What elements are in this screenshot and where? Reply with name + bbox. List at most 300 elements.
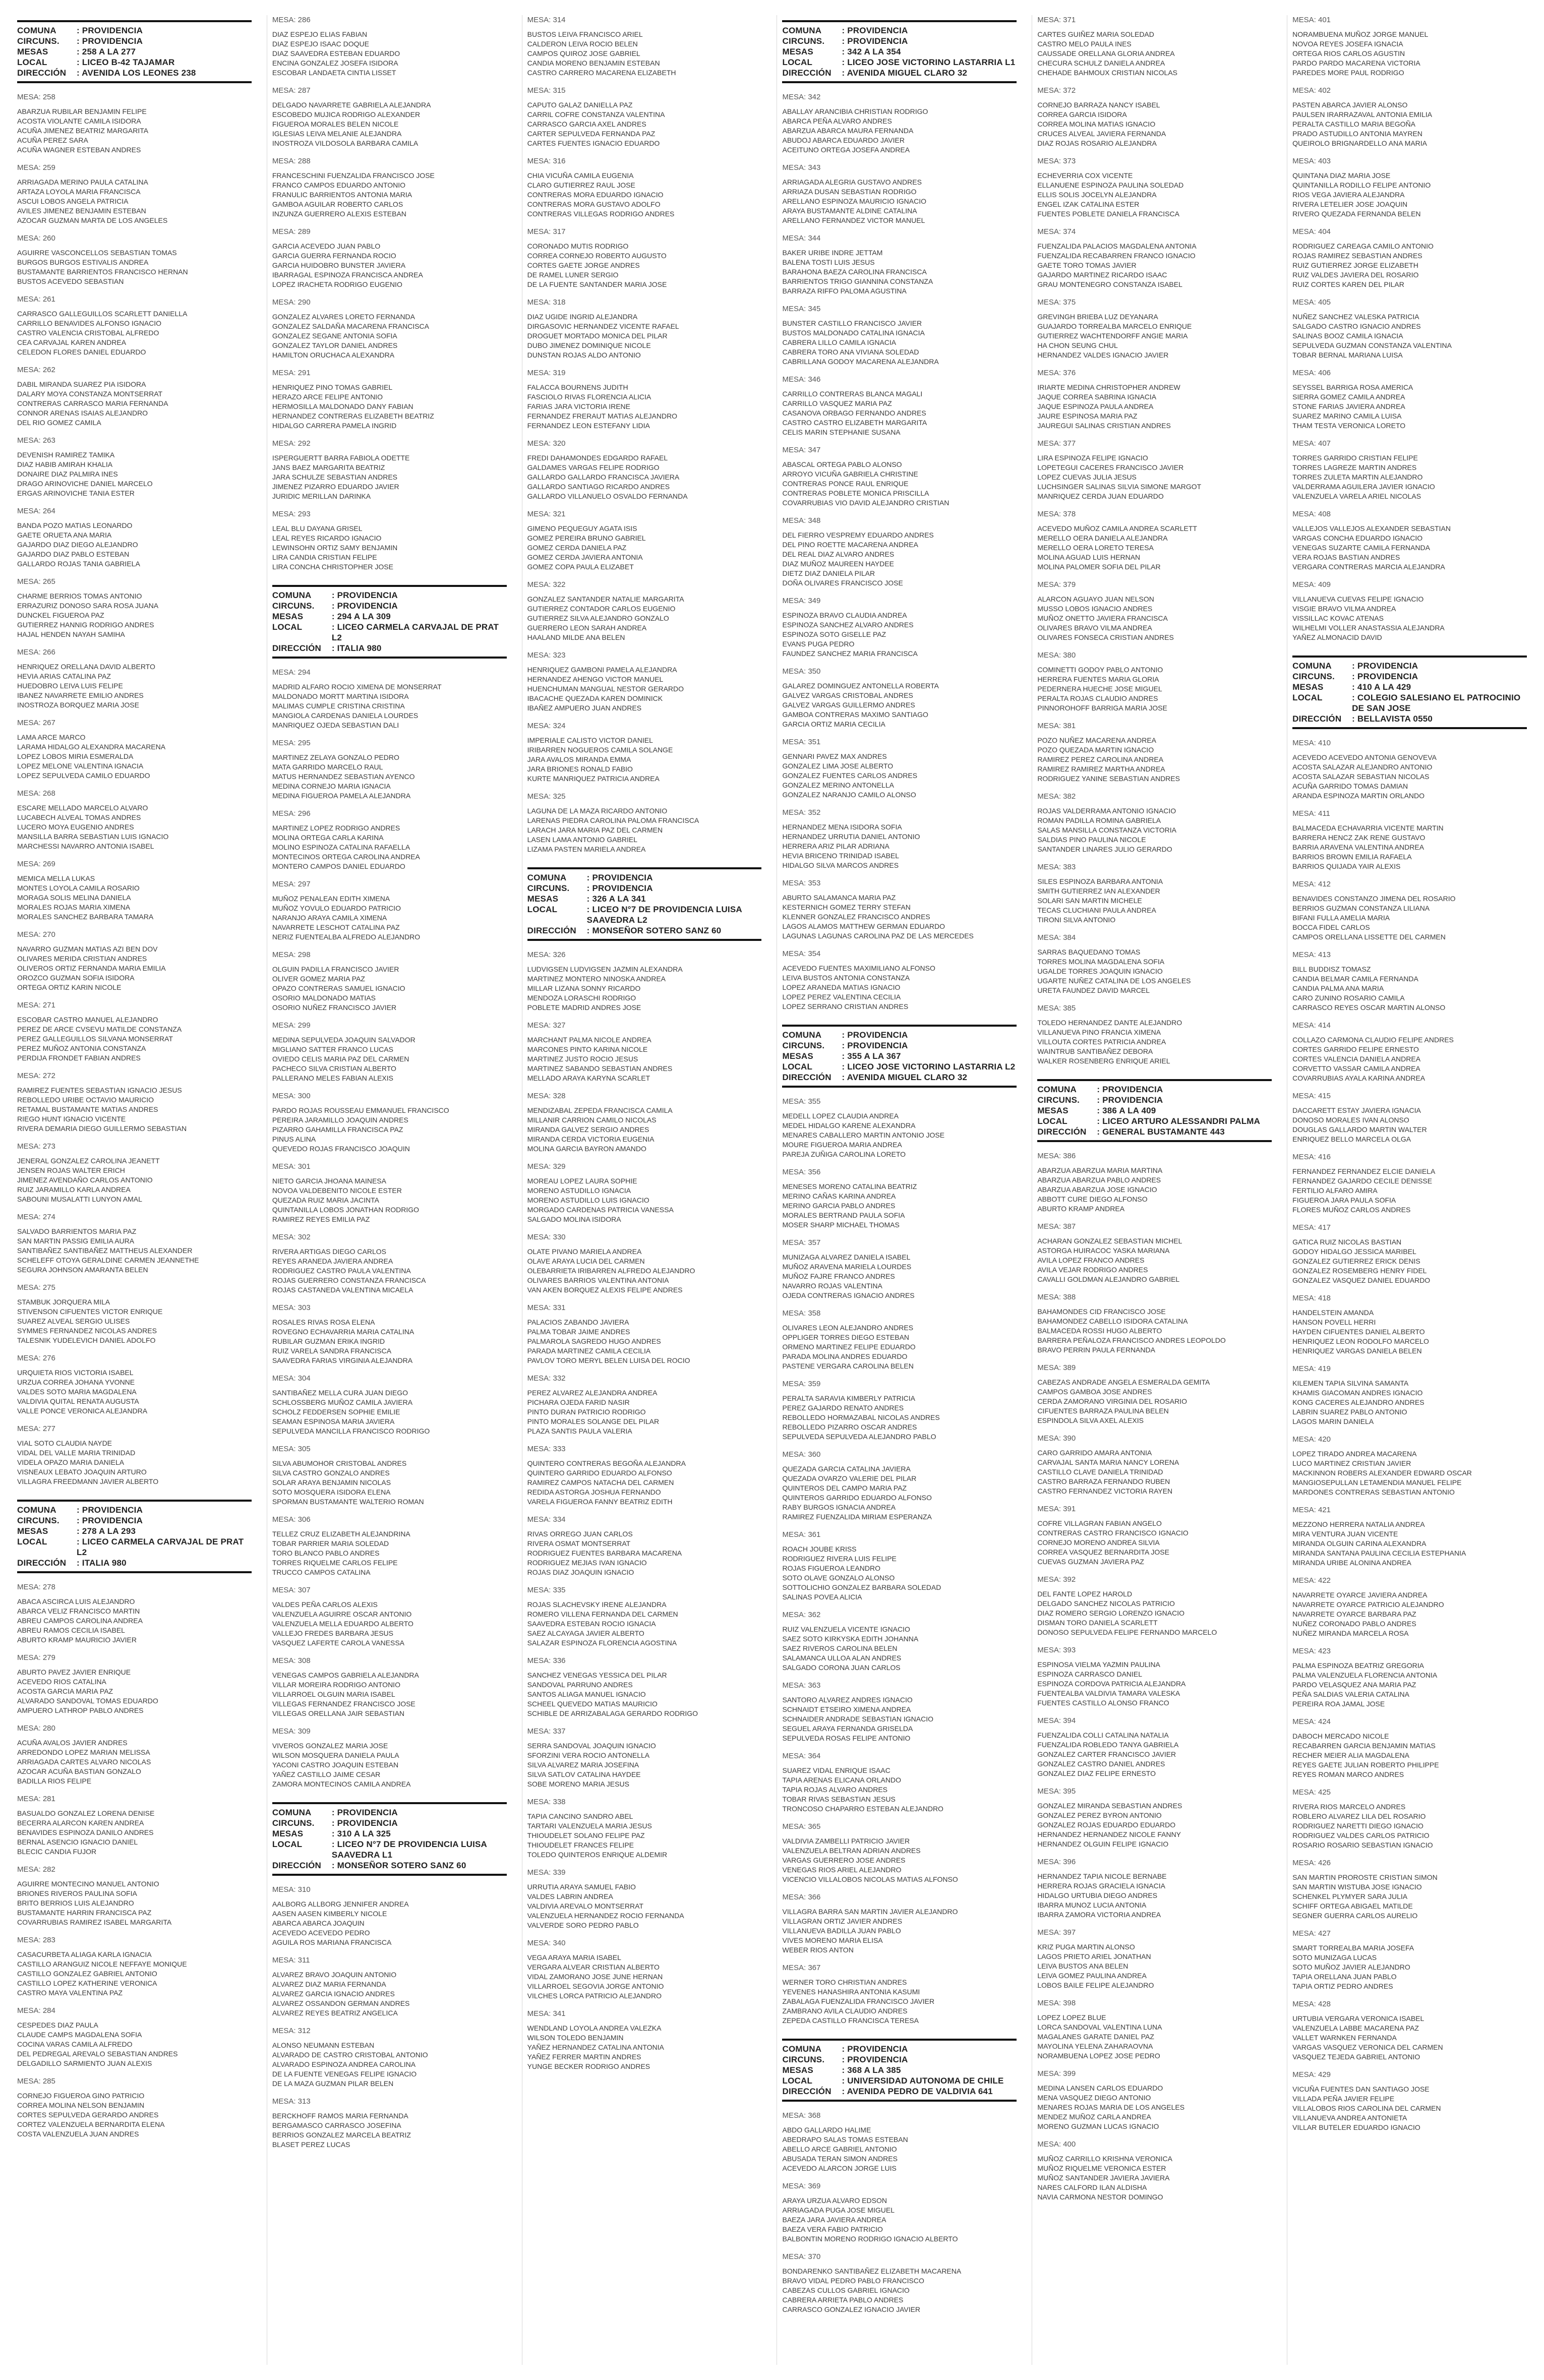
voter-name: BRIONES RIVEROS PAULINA SOFIA: [17, 1889, 137, 1897]
voter-name: CORNEJO FIGUEROA GINO PATRICIO: [17, 2092, 145, 2100]
mesa-label: MESA: 345: [782, 305, 821, 313]
voter-name: SEPULVEDA ROSAS FELIPE ANTONIO: [782, 1734, 911, 1742]
voter-name: ARRIAGADA MERINO PAULA CATALINA: [17, 178, 148, 186]
mesa-label: MESA: 319: [527, 369, 566, 377]
voter-name: ARROYO VICUÑA GABRIELA CHRISTINE: [782, 470, 918, 478]
voter-name: ROMAN PADILLA ROMINA GABRIELA: [1037, 816, 1161, 824]
mesa-label: MESA: 276: [17, 1354, 55, 1362]
voter-name: FERNANDEZ FERNANDEZ ELCIE DANIELA: [1292, 1167, 1436, 1175]
voter-name: GALLARDO VILLANUELO OSVALDO FERNANDA: [527, 492, 688, 500]
mesa-label: MESA: 385: [1037, 1004, 1076, 1013]
mesa-label: MESA: 360: [782, 1450, 821, 1459]
mesa-label: MESA: 305: [272, 1445, 311, 1453]
header-field: [1292, 682, 1527, 692]
mesa-block: [17, 2076, 252, 2139]
header-field: [1292, 661, 1527, 671]
voter-name: VARGAS VASQUEZ VERONICA DEL CARMEN: [1292, 2043, 1443, 2051]
voter-name: QUINTEROS GARRIDO EDUARDO ALFONSO: [782, 1494, 932, 1502]
voter-name: TAPIA ARENAS ELICANA ORLANDO: [782, 1776, 901, 1784]
voter-name: LIZAMA PASTEN MARIELA ANDREA: [527, 845, 646, 853]
header-field-value: : MONSEÑOR SOTERO SANZ 60: [586, 926, 722, 935]
voter-name: GALLARDO GALLARDO FRANCISCA JAVIERA: [527, 473, 680, 481]
header-field-key: COMUNA: [527, 873, 567, 882]
voter-name: FUENTEALBA VALDIVIA TAMARA VALESKA: [1037, 1689, 1180, 1697]
mesa-label: MESA: 417: [1292, 1223, 1331, 1232]
mesa-label: MESA: 338: [527, 1798, 566, 1806]
mesa-block: [1037, 862, 1272, 925]
voter-name: DEL PINO ROETTE MACARENA ANDREA: [782, 541, 918, 549]
voter-name: NORAMBUENA LOPEZ JOSE PEDRO: [1037, 2052, 1160, 2060]
mesa-label: MESA: 273: [17, 1142, 55, 1151]
mesa-label: MESA: 404: [1292, 227, 1331, 236]
voter-name: LEIVA BUSTOS ANTONIA CONSTANZA: [782, 974, 910, 982]
voter-name: RODRIGUEZ NARETTI DIEGO IGNACIO: [1292, 1822, 1423, 1830]
mesa-block: [527, 2009, 762, 2071]
voter-name: AZOCAR ACUÑA BASTIAN GONZALO: [17, 1767, 141, 1775]
voter-name: CAVALLI GOLDMAN ALEJANDRO GABRIEL: [1037, 1275, 1180, 1283]
voter-name: SEGNER GUERRA CARLOS AURELIO: [1292, 1912, 1418, 1920]
voter-name: CORVETTO VASSAR CAMILA ANDREA: [1292, 1064, 1420, 1073]
voter-name: NAVARRETE LESCHOT CATALINA PAZ: [272, 923, 400, 931]
mesa-block: [272, 1727, 507, 1789]
voter-name: CORNEJO MORENO ANDREA SILVIA: [1037, 1538, 1160, 1546]
header-field: [527, 894, 762, 904]
header-field-value: : ITALIA 980: [331, 643, 382, 653]
voter-name: BUSTAMANTE BARRIENTOS FRANCISCO HERNAN: [17, 268, 188, 276]
voter-name: MUSSO LOBOS IGNACIO ANDRES: [1037, 605, 1153, 613]
mesa-label: MESA: 351: [782, 738, 821, 746]
mesa-label: MESA: 310: [272, 1885, 311, 1894]
header-field-value: : LICEO N°7 DE PROVIDENCIA LUISA SAAVEDRA L1: [331, 1839, 487, 1860]
voter-name: HERNANDEZ MENA ISIDORA SOFIA: [782, 823, 902, 831]
voter-name: SAEZ RIVEROS CAROLINA BELEN: [782, 1644, 898, 1652]
voter-name: MORENO ASTUDILLO IGNACIA: [527, 1186, 631, 1195]
voter-name: GALLARDO ROJAS TANIA GABRIELA: [17, 560, 140, 568]
voter-name: BRITO BERRIOS LUIS ALEJANDRO: [17, 1899, 134, 1907]
header-field: [17, 1536, 252, 1558]
mesa-label: MESA: 300: [272, 1092, 311, 1100]
voter-name: VISNEAUX LEBATO JOAQUIN ARTURO: [17, 1468, 147, 1476]
voter-name: VIVEROS GONZALEZ MARIA JOSE: [272, 1742, 388, 1750]
voter-name: VILLANUEVA BADILLA JUAN PABLO: [782, 1927, 901, 1935]
mesa-block: [782, 1450, 1017, 1522]
voter-name: MENDOZA LORASCHI RODRIGO: [527, 994, 636, 1002]
voter-name: GONZALEZ ROJAS EDUARDO EDUARDO: [1037, 1821, 1176, 1829]
voter-name: ERGAS ARINOVICHE TANIA ESTER: [17, 489, 135, 497]
voter-name: URQUIETA RIOS VICTORIA ISABEL: [17, 1368, 134, 1377]
mesa-block: [1037, 721, 1272, 784]
voter-name: NORAMBUENA MUÑOZ JORGE MANUEL: [1292, 30, 1429, 38]
voter-name: VIVES MORENO MARIA ELISA: [782, 1936, 883, 1944]
voter-name: HAJAL HENDEN NAYAH SAMIHA: [17, 630, 125, 638]
voter-name: ROJAS FIGUEROA LEANDRO: [782, 1564, 880, 1572]
voter-name: HERNANDEZ AHENGO VICTOR MANUEL: [527, 675, 664, 683]
mesa-block: [1292, 1223, 1527, 1285]
mesa-block: [1292, 86, 1527, 148]
voter-name: SMITH GUTIERREZ IAN ALEXANDER: [1037, 887, 1160, 895]
mesa-block: [272, 368, 507, 431]
header-field-value: : PROVIDENCIA: [1352, 672, 1418, 681]
voter-name: SEPULVEDA MANCILLA FRANCISCO RODRIGO: [272, 1427, 430, 1435]
voter-name: ACOSTA SALAZAR ALEJANDRO ANTONIO: [1292, 763, 1433, 771]
mesa-block: [527, 1091, 762, 1154]
voter-name: FERNANDEZ GAJARDO CECILE DENISSE: [1292, 1177, 1433, 1185]
voter-name: BARRAZA RIFFO PALOMA AGUSTINA: [782, 287, 907, 295]
mesa-block: [17, 436, 252, 498]
header-field-value: : 258 A LA 277: [77, 47, 136, 56]
header-field-value: : PROVIDENCIA: [331, 590, 398, 600]
voter-name: OPAZO CONTRERAS SAMUEL IGNACIO: [272, 984, 405, 992]
voter-name: URRUTIA ARAYA SAMUEL FABIO: [527, 1883, 636, 1891]
voter-name: MERINO GARCIA PABLO ANDRES: [782, 1202, 896, 1210]
voter-name: CORNEJO BARRAZA NANCY ISABEL: [1037, 101, 1160, 109]
voter-name: WILSON MOSQUERA DANIELA PAULA: [272, 1751, 399, 1759]
voter-name: ACEVEDO ACEVEDO PEDRO: [272, 1929, 370, 1937]
mesa-block: [782, 1822, 1017, 1884]
voter-name: CARRASCO GALLEGUILLOS SCARLETT DANIELLA: [17, 310, 188, 318]
voter-name: RUIZ JARAMILLO KARLA ANDREA: [17, 1185, 131, 1194]
voter-name: VARGAS GUERRERO JOSE ANDRES: [782, 1856, 906, 1864]
voter-name: HERRERA ROJAS GRACIELA IGNACIA: [1037, 1882, 1165, 1890]
mesa-block: [17, 1582, 252, 1645]
voter-name: UGARTE NUÑEZ CATALINA DE LOS ANGELES: [1037, 977, 1191, 985]
voter-name: CARVAJAL SANTA MARIA NANCY LORENA: [1037, 1458, 1179, 1466]
voter-name: HAYDEN CIFUENTES DANIEL ALBERTO: [1292, 1328, 1425, 1336]
voter-name: PERALTA ROJAS CLAUDIO ANDRES: [1037, 694, 1158, 702]
voter-name: CARO GARRIDO AMARA ANTONIA: [1037, 1449, 1152, 1457]
voter-name: DE LA FUENTE VENEGAS FELIPE IGNACIO: [272, 2070, 417, 2078]
voter-name: VILLARROEL OLGUIN MARIA ISABEL: [272, 1690, 395, 1698]
header-field-key: MESAS: [272, 612, 304, 621]
voter-name: HUENCHUMAN MANGUAL NESTOR GERARDO: [527, 685, 684, 693]
voter-name: CONNOR ARENAS ISAIAS ALEJANDRO: [17, 409, 148, 417]
voter-name: ESPINOZA BRAVO CLAUDIA ANDREA: [782, 611, 907, 619]
mesa-label: MESA: 408: [1292, 510, 1331, 518]
voter-name: MARCHANT PALMA NICOLE ANDREA: [527, 1036, 651, 1044]
mesa-block: [1292, 1999, 1527, 2062]
voter-name: DONOSO MORALES IVAN ALONSO: [1292, 1116, 1409, 1124]
voter-name: ORTEGA RIOS CARLOS AGUSTIN: [1292, 49, 1405, 57]
voter-name: PAREDES MORE PAUL RODRIGO: [1292, 69, 1404, 77]
voter-name: MIRANDA OLGUIN CARINA ALEXANDRA: [1292, 1539, 1427, 1548]
voter-name: MUÑOZ YOVULO EDUARDO PATRICIO: [272, 904, 401, 912]
voter-name: COCINA VARAS CAMILA ALFREDO: [17, 2040, 133, 2048]
voter-name: PINNOROHOFF BARRIGA MARIA JOSE: [1037, 704, 1167, 712]
mesa-label: MESA: 382: [1037, 792, 1076, 801]
voter-name: CABEZAS CULLOS GABRIEL IGNACIO: [782, 2286, 910, 2294]
mesa-label: MESA: 329: [527, 1162, 566, 1171]
voter-name: CONTRERAS CASTRO FRANCISCO IGNACIO: [1037, 1529, 1189, 1537]
header-field: [1037, 1105, 1272, 1116]
voter-name: CASTILLO CLAVE DANIELA TRINIDAD: [1037, 1468, 1163, 1476]
mesa-block: [1292, 1505, 1527, 1568]
voter-name: GUTIERREZ HANNIG RODRIGO ANDRES: [17, 621, 154, 629]
voter-name: MEDINA CORNEJO MARIA IGNACIA: [272, 782, 391, 790]
voter-name: ROJAS GUERRERO CONSTANZA FRANCISCA: [272, 1276, 426, 1284]
voter-name: DEL REAL DIAZ ALVARO ANDRES: [782, 550, 895, 558]
voter-name: QUEVEDO ROJAS FRANCISCO JOAQUIN: [272, 1145, 410, 1153]
mesa-block: [782, 516, 1017, 588]
voter-name: OLEBARRIETA IRIBARREN ALFREDO ALEJANDRO: [527, 1267, 695, 1275]
header-field: [782, 46, 1017, 57]
header-field-value: : PROVIDENCIA: [1097, 1085, 1163, 1094]
voter-name: HIDALGO URTUBIA DIEGO ANDRES: [1037, 1891, 1158, 1899]
voter-name: VIDELA OPAZO MARIA DANIELA: [17, 1458, 125, 1466]
voter-name: CASANOVA ORBAGO FERNANDO ANDRES: [782, 409, 926, 417]
voter-name: SEGUEL ARAYA FERNANDA GRISELDA: [782, 1724, 913, 1733]
voter-name: LEWINSOHN ORTIZ SAMY BENJAMIN: [272, 544, 398, 552]
mesa-block: [782, 949, 1017, 1012]
voter-name: ESCOBAR CASTRO MANUEL ALEJANDRO: [17, 1016, 158, 1024]
voter-name: CIFUENTES BARRAZA PAULINA BELEN: [1037, 1407, 1169, 1415]
voter-name: DIAZ ROJAS ROSARIO ALEJANDRA: [1037, 139, 1157, 147]
voter-name: GAJARDO MARTINEZ RICARDO ISAAC: [1037, 271, 1167, 279]
voter-name: MALDONADO MORTT MARTINA ISIDORA: [272, 692, 409, 700]
voter-name: FERTILIO ALFARO AMIRA: [1292, 1186, 1378, 1195]
voter-name: MORGADO CARDENAS PATRICIA VANESSA: [527, 1206, 674, 1214]
voter-name: CASTRO CASTRO ELIZABETH MARGARITA: [782, 419, 927, 427]
mesa-block: [272, 1656, 507, 1718]
voter-name: LEIVA GOMEZ PAULINA ANDREA: [1037, 1972, 1147, 1980]
voter-name: NERIZ FUENTEALBA ALFREDO ALEJANDRO: [272, 933, 421, 941]
mesa-block: [527, 950, 762, 1013]
voter-name: ENGEL IZAK CATALINA ESTER: [1037, 200, 1140, 208]
voter-name: VILLANUEVA PINO FRANCIA XIMENA: [1037, 1028, 1161, 1036]
mesa-label: MESA: 374: [1037, 227, 1076, 236]
voter-name: VALENZUELA HERNANDEZ ROCIO FERNANDA: [527, 1912, 684, 1920]
voter-name: VENEGAS RIOS ARIEL ALEJANDRO: [782, 1866, 902, 1874]
voter-name: NARANJO ARAYA CAMILA XIMENA: [272, 914, 387, 922]
voter-name: KRIZ PUGA MARTIN ALONSO: [1037, 1943, 1135, 1951]
mesa-block: [272, 15, 507, 78]
column-1: [17, 15, 252, 2365]
mesa-label: MESA: 363: [782, 1681, 821, 1690]
mesa-label: MESA: 383: [1037, 863, 1076, 871]
header-field-value: : LICEO B-42 TAJAMAR: [77, 57, 175, 67]
header-field-key: DIRECCIÓN: [527, 926, 576, 935]
voter-name: ABREU RAMOS CECILIA ISABEL: [17, 1626, 125, 1634]
voter-name: DOUGLAS GALLARDO MARTIN WALTER: [1292, 1125, 1427, 1134]
voter-name: VALENZUELA MELLA EDUARDO ALBERTO: [272, 1620, 413, 1628]
voter-name: LUCABECH ALVEAL TOMAS ANDRES: [17, 813, 141, 821]
voter-name: WEBER RIOS ANTON: [782, 1946, 854, 1954]
mesa-block: [17, 1653, 252, 1715]
mesa-block: [527, 509, 762, 572]
mesa-label: MESA: 347: [782, 446, 821, 454]
voter-name: LARAMA HIDALGO ALEXANDRA MACARENA: [17, 743, 166, 751]
voter-name: MATA GARRIDO MARCELO RAUL: [272, 763, 383, 771]
voter-name: MUÑOZ ONETTO JAVIERA FRANCISCA: [1037, 614, 1168, 622]
voter-name: JIMENEZ PIZARRO EDUARDO JAVIER: [272, 483, 399, 491]
voter-name: KESTERNICH GOMEZ TERRY STEFAN: [782, 903, 911, 911]
header-field-key: LOCAL: [782, 2076, 813, 2086]
mesa-block: [1292, 879, 1527, 942]
header-field-key: CIRCUNS.: [17, 1516, 60, 1525]
header-field-key: CIRCUNS.: [272, 1818, 315, 1828]
mesa-label: MESA: 282: [17, 1865, 55, 1874]
mesa-label: MESA: 364: [782, 1752, 821, 1760]
mesa-block: [17, 1353, 252, 1416]
voter-name: SALGADO MOLINA ISIDORA: [527, 1215, 621, 1223]
header-field: [527, 925, 762, 936]
mesa-block: [527, 1162, 762, 1224]
voter-name: HERNANDEZ OLGUIN FELIPE IGNACIO: [1037, 1840, 1169, 1848]
voter-name: HERNANDEZ TAPIA NICOLE BERNABE: [1037, 1872, 1167, 1880]
voter-name: TOLEDO QUINTEROS ENRIQUE ALDEMIR: [527, 1851, 668, 1859]
voter-name: VALENZUELA LABBE MACARENA PAZ: [1292, 2024, 1419, 2032]
mesa-label: MESA: 286: [272, 16, 311, 24]
voter-name: GOMEZ CERDA DANIELA PAZ: [527, 544, 627, 552]
mesa-block: [527, 86, 762, 148]
mesa-block: [1292, 1021, 1527, 1083]
voter-name: AASEN AASEN KIMBERLY NICOLE: [272, 1910, 387, 1918]
header-field: [272, 1828, 507, 1839]
voter-name: HERNANDEZ VALDES IGNACIO JAVIER: [1037, 351, 1169, 359]
voter-name: GALLARDO SANTIAGO RICARDO ANDRES: [527, 483, 670, 491]
mesa-block: [17, 1865, 252, 1927]
header-field-key: LOCAL: [1292, 693, 1323, 702]
mesa-label: MESA: 335: [527, 1586, 566, 1594]
voter-name: CARRILLO CONTRERAS BLANCA MAGALI: [782, 390, 923, 398]
voter-name: RAMIREZ FUENTES SEBASTIAN IGNACIO JESUS: [17, 1086, 182, 1094]
mesa-label: MESA: 313: [272, 2097, 311, 2106]
voter-name: RAMIREZ REYES EMILIA PAZ: [272, 1215, 370, 1223]
voter-name: HIDALGO CARRERA PAMELA INGRID: [272, 422, 397, 430]
voter-name: MOREAU LOPEZ LAURA SOPHIE: [527, 1177, 637, 1185]
voter-name: HERNANDEZ HERNANDEZ NICOLE FANNY: [1037, 1830, 1181, 1838]
voter-name: CARTES FUENTES IGNACIO EDUARDO: [527, 139, 660, 147]
voter-name: QUINTANILLA LOBOS JONATHAN RODRIGO: [272, 1206, 420, 1214]
voter-name: MUÑOZ SANTANDER JAVIERA JAVIERA: [1037, 2174, 1170, 2182]
mesa-block: [17, 789, 252, 851]
mesa-label: MESA: 370: [782, 2252, 821, 2261]
header-field-value: : GENERAL BUSTAMANTE 443: [1097, 1127, 1225, 1137]
header-field: [17, 25, 252, 36]
voter-name: ACUÑA AVALOS JAVIER ANDRES: [17, 1739, 128, 1747]
voter-name: FIGUEROA MORALES BELEN NICOLE: [272, 120, 399, 128]
voter-name: DUNSTAN ROJAS ALDO ANTONIO: [527, 351, 641, 359]
voter-name: ESCARE MELLADO MARCELO ALVARO: [17, 804, 148, 812]
voter-name: DACCARETT ESTAY JAVIERA IGNACIA: [1292, 1106, 1421, 1114]
voter-name: CASTRO VALENCIA CRISTOBAL ALFREDO: [17, 329, 159, 337]
voter-name: RODRIGUEZ FUENTES BARBARA MACARENA: [527, 1549, 682, 1557]
voter-name: SCHIBLE DE ARRIZABALAGA GERARDO RODRIGO: [527, 1709, 698, 1717]
voter-name: MARCHESSI NAVARRO ANTONIA ISABEL: [17, 842, 154, 850]
voter-name: BAHAMONDES CID FRANCISCO JOSE: [1037, 1307, 1166, 1316]
mesa-block: [782, 1681, 1017, 1743]
voter-name: PIZARRO GAHAMILLA FRANCISCA PAZ: [272, 1125, 403, 1134]
voter-name: MORALES BERTRAND PAULA SOFIA: [782, 1211, 905, 1219]
voter-name: THIOUDELET FRANCES FELIPE: [527, 1841, 634, 1849]
mesa-label: MESA: 422: [1292, 1576, 1331, 1585]
voter-name: SOTO MUNIZAGA LUCAS: [1292, 1953, 1377, 1961]
voter-name: CARRIL COFRE CONSTANZA VALENTINA: [527, 110, 665, 118]
mesa-label: MESA: 290: [272, 298, 311, 307]
voter-name: RABY BURGOS IGNACIA ANDREA: [782, 1503, 896, 1511]
voter-name: WALKER ROSENBERG ENRIQUE ARIEL: [1037, 1057, 1170, 1065]
header-field: [782, 2054, 1017, 2065]
mesa-label: MESA: 375: [1037, 298, 1076, 307]
mesa-label: MESA: 292: [272, 439, 311, 448]
voter-name: VILLANUEVA ANDREA ANTONIETA: [1292, 2114, 1407, 2122]
mesa-label: MESA: 287: [272, 86, 311, 95]
voter-name: ALVAREZ REYES BEATRIZ ANGELICA: [272, 2009, 398, 2017]
voter-name: AVILA VEJAR RODRIGO ANDRES: [1037, 1266, 1148, 1274]
mesa-label: MESA: 324: [527, 722, 566, 730]
voter-name: VENEGAS SUZARTE CAMILA FERNANDA: [1292, 544, 1430, 552]
mesa-block: [1037, 1787, 1272, 1849]
voter-name: AALBORG ALLBORG JENNIFER ANDREA: [272, 1900, 409, 1908]
mesa-label: MESA: 416: [1292, 1153, 1331, 1161]
voter-name: BILL BUDDISZ TOMASZ: [1292, 965, 1371, 973]
voter-name: ABURTO KRAMP ANDREA: [1037, 1205, 1125, 1213]
voter-name: LUCERO MOYA EUGENIO ANDRES: [17, 823, 134, 831]
voter-name: TECAS CLUCHIANI PAULA ANDREA: [1037, 906, 1156, 914]
mesa-block: [272, 86, 507, 148]
voter-name: MOLINO ESPINOZA CATALINA RAFAELLA: [272, 843, 410, 851]
header-field: [272, 1839, 507, 1860]
voter-name: MAGALANES GARATE DANIEL PAZ: [1037, 2033, 1154, 2041]
voter-name: GOMEZ COPA PAULA ELIZABET: [527, 563, 634, 571]
polling-location-header: [782, 1025, 1017, 1088]
header-field: [782, 2044, 1017, 2054]
voter-name: MUÑOZ RIQUELME VERONICA ESTER: [1037, 2164, 1166, 2172]
mesa-label: MESA: 403: [1292, 157, 1331, 165]
voter-name: LASEN LAMA ANTONIO GABRIEL: [527, 836, 638, 844]
mesa-block: [272, 809, 507, 871]
voter-name: JARA SCHULZE SEBASTIAN ANDRES: [272, 473, 398, 481]
voter-name: MEDINA FIGUEROA PAMELA ALEJANDRA: [272, 792, 411, 800]
voter-name: TORRES LAGREZE MARTIN ANDRES: [1292, 463, 1417, 471]
voter-name: VALLE PONCE VERONICA ALEJANDRA: [17, 1407, 148, 1415]
voter-name: BUSTOS LEIVA FRANCISCO ARIEL: [527, 30, 643, 38]
voter-name: DUBO JIMENEZ DOMINIQUE NICOLE: [527, 341, 651, 349]
voter-name: CASTRO MAYA VALENTINA PAZ: [17, 1989, 123, 1997]
voter-name: TAPIA ORELLANA JUAN PABLO: [1292, 1973, 1397, 1981]
voter-name: VALLEJO FREDES BARBARA JESUS: [272, 1629, 393, 1637]
voter-name: CASTILLO ARANGUIZ NICOLE NEFFAYE MONIQUE: [17, 1960, 187, 1968]
mesa-label: MESA: 309: [272, 1727, 311, 1736]
mesa-label: MESA: 388: [1037, 1293, 1076, 1301]
polling-location-header: [17, 1500, 252, 1573]
mesa-label: MESA: 368: [782, 2111, 821, 2120]
voter-name: GUTIERREZ CONTADOR CARLOS EUGENIO: [527, 605, 676, 613]
voter-name: MENDIZABAL ZEPEDA FRANCISCA CAMILA: [527, 1106, 673, 1114]
voter-name: GAMBOA CONTRERAS MAXIMO SANTIAGO: [782, 710, 928, 719]
voter-name: ARANDA ESPINOZA MARTIN ORLANDO: [1292, 792, 1425, 800]
voter-name: OJEDA CONTRERAS IGNACIO ANDRES: [782, 1291, 915, 1299]
voter-name: TRONCOSO CHAPARRO ESTEBAN ALEJANDRO: [782, 1805, 943, 1813]
voter-name: COMINETTI GODOY PABLO ANTONIO: [1037, 666, 1163, 674]
polling-location-header: [17, 20, 252, 83]
mesa-block: [527, 1585, 762, 1648]
voter-name: ACEVEDO FUENTES MAXIMILIANO ALFONSO: [782, 964, 935, 972]
voter-name: BAEZA VERA FABIO PATRICIO: [782, 2225, 883, 2233]
voter-name: CELEDON FLORES DANIEL EDUARDO: [17, 348, 146, 356]
mesa-label: MESA: 307: [272, 1586, 311, 1594]
voter-name: SILVA CASTRO GONZALO ANDRES: [272, 1469, 390, 1477]
voter-name: CORREA MOLINA MATIAS IGNACIO: [1037, 120, 1156, 128]
mesa-label: MESA: 366: [782, 1893, 821, 1901]
mesa-label: MESA: 400: [1037, 2140, 1076, 2149]
voter-name: DELGADO NAVARRETE GABRIELA ALEJANDRA: [272, 101, 431, 109]
voter-name: PICHARA OJEDA FARID NASIR: [527, 1398, 630, 1406]
mesa-block: [1037, 86, 1272, 148]
voter-name: TALESNIK YUDELEVICH DANIEL ADOLFO: [17, 1336, 156, 1344]
voter-name: ROSALES RIVAS ROSA ELENA: [272, 1318, 375, 1326]
voter-name: ROJAS CASTANEDA VALENTINA MICAELA: [272, 1286, 413, 1294]
mesa-label: MESA: 301: [272, 1162, 311, 1171]
